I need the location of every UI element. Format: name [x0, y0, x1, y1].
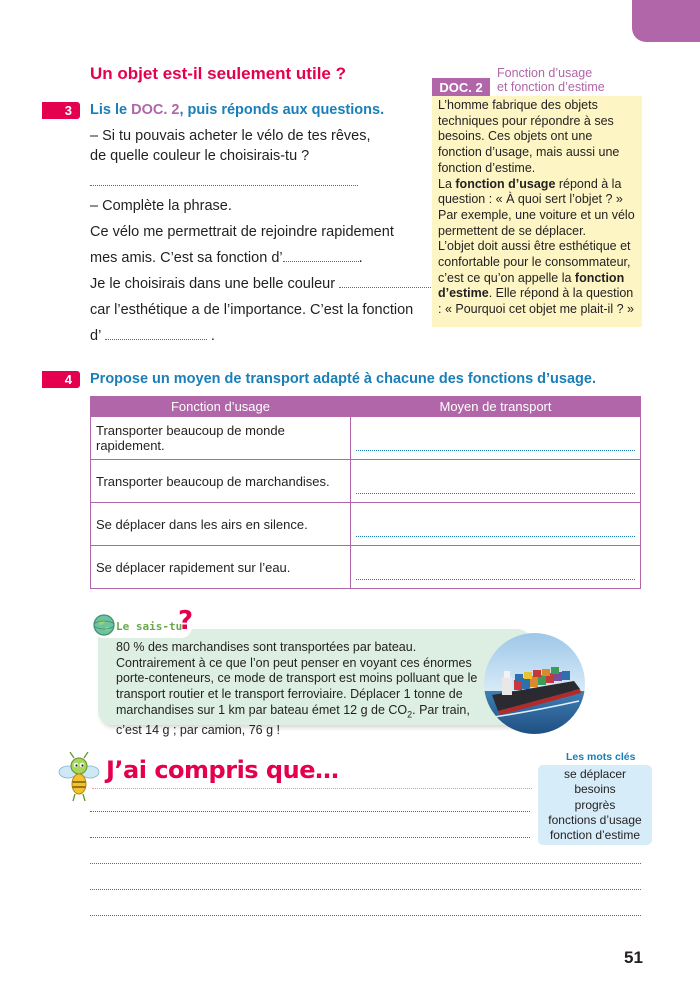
keyword-item: se déplacer	[563, 767, 627, 781]
doc-2-text	[432, 96, 642, 327]
fill-in-blank[interactable]	[339, 274, 433, 288]
instruction-text: Lis le	[90, 102, 132, 118]
answer-line[interactable]	[356, 482, 635, 494]
exercise-4-instruction: Propose un moyen de transport adapté à chacune des fonctions d’usage.	[90, 371, 596, 387]
question-1-line-2: de quelle couleur le choisirais-tu ?	[90, 148, 310, 164]
fill-in-blank[interactable]	[283, 248, 359, 262]
function-cell: Transporter beaucoup de monde rapidement.	[91, 417, 351, 460]
sentence-text: mes amis. C’est sa fonction d’	[90, 250, 283, 266]
page-corner-tab	[632, 0, 700, 42]
exercise-4-number: 4	[42, 371, 80, 388]
answer-cell[interactable]	[351, 503, 641, 546]
fact-subscript: 2	[407, 709, 413, 720]
container-ship-photo	[484, 633, 585, 734]
answer-line[interactable]	[90, 174, 358, 186]
summary-title-rule	[92, 788, 532, 789]
summary-answer-line[interactable]	[90, 904, 641, 916]
answer-cell[interactable]	[351, 417, 641, 460]
bee-mascot-icon	[58, 752, 102, 802]
doc-2-paragraph	[438, 177, 636, 240]
answer-cell[interactable]	[351, 546, 641, 589]
doc-2-title-line: et fonction d’estime	[497, 80, 605, 94]
function-cell: Se déplacer dans les airs en silence.	[91, 503, 351, 546]
sentence-text: Je le choisirais dans une belle couleur	[90, 276, 336, 292]
answer-line[interactable]	[356, 568, 635, 580]
answer-line[interactable]	[356, 525, 635, 537]
question-2-intro: – Complète la phrase.	[90, 198, 232, 214]
doc-2-text-span: . Elle répond à la question : « Pourquoi cet objet me plait-il ? »	[438, 286, 634, 317]
table-header-row	[91, 397, 641, 417]
doc-2-paragraph	[438, 239, 636, 318]
doc-2-keyword: fonction d’usage	[455, 176, 556, 191]
doc-2-title-line: Fonction d’usage	[497, 66, 593, 80]
exercise-3-number: 3	[42, 102, 80, 119]
doc-2-paragraph: L’homme fabrique des objets techniques pour répondre à ses besoins. Ces objets ont une fonction d’usage, mais aussi une fonction d’estime.	[438, 98, 620, 175]
fact-text-span: 80 % des marchandises sont transportées par bateau. Contrairement à ce que l’on peut penser en voyant ces énormes porte-conteneurs, ce mode de transport est moins polluant que le transport routier et le transport ferroviaire. Déplacer 1 tonne de marchandises sur 1 km par bateau émet 12 g de CO	[116, 640, 478, 717]
doc-2-text-span: La	[438, 176, 456, 191]
function-cell: Se déplacer rapidement sur l’eau.	[91, 546, 351, 589]
table-row	[91, 417, 641, 460]
table-row	[91, 546, 641, 589]
sentence-text: .	[358, 250, 363, 266]
section-title: Un objet est-il seulement utile ?	[90, 64, 346, 83]
transport-table	[90, 396, 641, 589]
sentence-text: .	[210, 328, 215, 344]
exercise-3-instruction	[90, 102, 384, 118]
keyword-item: fonctions d’usage	[548, 812, 642, 827]
container-ship-icon	[484, 633, 585, 734]
question-1-line-1: – Si tu pouvais acheter le vélo de tes rêves,	[90, 128, 371, 144]
answer-line[interactable]	[356, 439, 635, 451]
table-row	[91, 503, 641, 546]
table-row	[91, 460, 641, 503]
doc-2-badge: DOC. 2	[432, 78, 490, 97]
page-number: 51	[624, 948, 643, 967]
keywords-label: Les mots clés	[566, 751, 636, 763]
sentence-line-1: Ce vélo me permettrait de rejoindre rapidement	[90, 224, 394, 240]
summary-answer-line[interactable]	[90, 878, 641, 890]
doc-reference: DOC. 2	[131, 102, 180, 118]
sentence-line-3	[90, 274, 437, 294]
fact-box-label: Le sais-tu	[92, 616, 192, 638]
doc-2-title	[497, 66, 605, 94]
keyword-item: fonction d’estime	[549, 828, 641, 843]
summary-answer-line[interactable]	[90, 800, 530, 812]
fact-text-span: . Par train, c’est 14 g ; par camion, 76 g !	[116, 702, 470, 738]
doc-2-header	[432, 66, 642, 96]
keywords-box	[538, 765, 652, 845]
sentence-line-2	[90, 248, 363, 268]
doc-2-keyword: fonction d’estime	[438, 270, 625, 301]
fill-in-blank[interactable]	[105, 326, 207, 340]
keyword-item: besoins	[574, 782, 616, 797]
answer-cell[interactable]	[351, 460, 641, 503]
function-cell: Transporter beaucoup de marchandises.	[91, 460, 351, 503]
summary-title: J’ai compris que…	[106, 756, 339, 784]
fact-text	[116, 640, 486, 739]
doc-2-text-span: répond à la question : « À quoi sert l’objet ? » Par exemple, une voiture et un vélo permettent de se déplacer.	[438, 176, 635, 238]
doc-2-text-span: L’objet doit aussi être esthétique et confortable pour le consommateur, c’est ce qu’on appelle la	[438, 239, 631, 285]
instruction-text: , puis réponds aux questions.	[179, 102, 385, 118]
globe-icon	[93, 614, 115, 636]
sentence-line-4: car l’esthétique a de l’importance. C’est la fonction	[90, 302, 414, 318]
column-header: Fonction d’usage	[91, 397, 351, 417]
question-mark-icon: ?	[178, 606, 194, 636]
sentence-text: d’	[90, 328, 101, 344]
sentence-line-5	[90, 326, 215, 346]
summary-answer-line[interactable]	[90, 852, 641, 864]
keyword-item: progrès	[574, 797, 616, 812]
column-header: Moyen de transport	[351, 397, 641, 417]
summary-answer-line[interactable]	[90, 826, 530, 838]
